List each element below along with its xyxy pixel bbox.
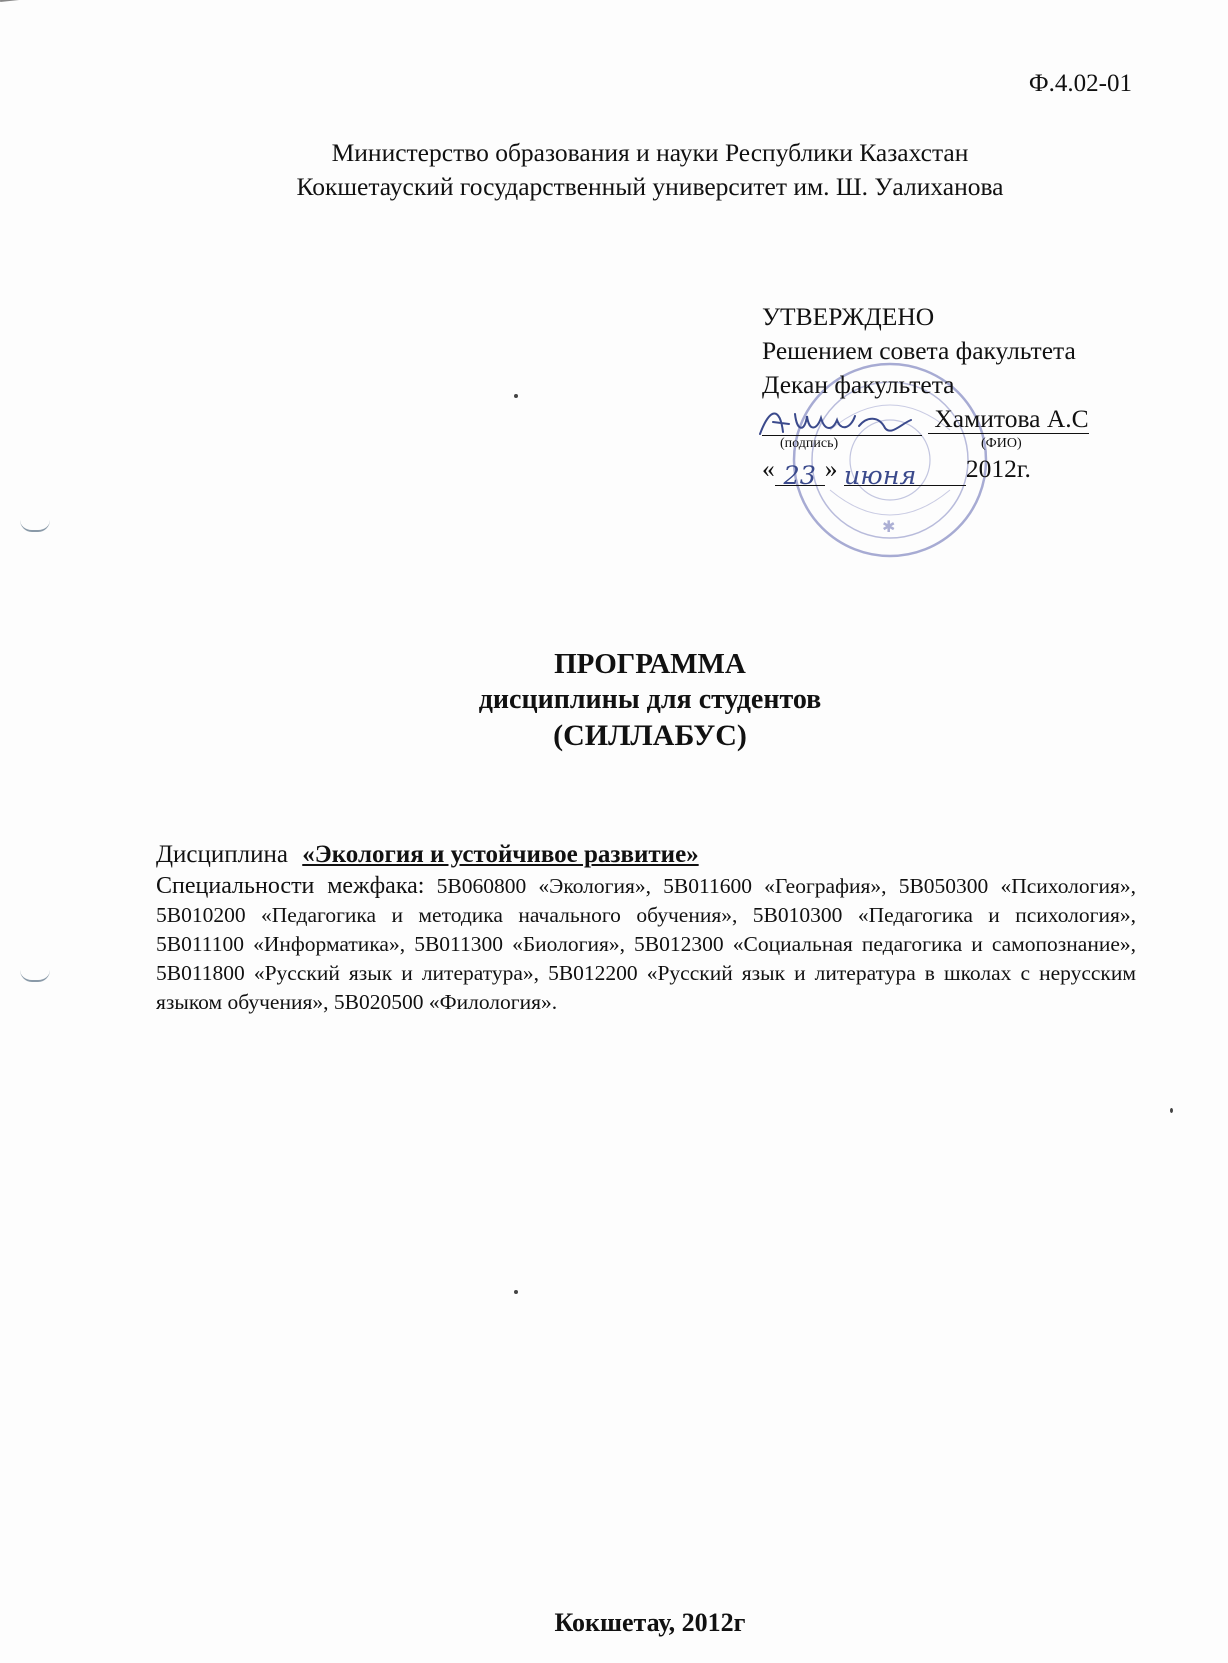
- discipline-label: Дисциплина: [156, 841, 288, 868]
- signature-row: [762, 402, 1162, 436]
- date-quote-close: »: [824, 454, 838, 483]
- punch-hole-mark: [20, 520, 50, 532]
- scan-speck: [514, 1290, 518, 1294]
- specialties-label: Специальности межфака:: [156, 873, 425, 899]
- title-line-syllabus: (СИЛЛАБУС): [553, 719, 747, 752]
- name-caption: (ФИО): [981, 436, 1022, 451]
- form-code: Ф.4.02-01: [1028, 70, 1132, 97]
- ministry-name: Министерство образования и науки Республики Казахстан: [331, 138, 969, 167]
- program-title: [0, 646, 1228, 754]
- date-day: 23: [775, 459, 825, 486]
- discipline-name: «Экология и устойчивое развитие»: [302, 841, 699, 868]
- dean-title: Декан факультета: [762, 370, 955, 399]
- signature-caption: (подпись): [780, 436, 839, 451]
- document-header: [0, 136, 1228, 204]
- title-line-discipline: дисциплины для студентов: [478, 684, 822, 715]
- title-line-program: ПРОГРАММА: [554, 648, 746, 680]
- scan-speck: [514, 394, 518, 398]
- date-month: июня: [844, 459, 966, 486]
- specialties-list: 5В060800 «Экология», 5В011600 «География», 5В050300 «Психология», 5В010200 «Педагогика и методика начального обучения», 5В010300 «Педагогика и психология», 5В011100 «Информатика», 5В011300 «Биология», 5В012300 «Социальная педагогика и самопознание», 5В011800 «Русский язык и литература», 5В012200 «Русский язык и литература в школах с нерусским языком обучения», 5В020500 «Филология».: [156, 874, 1137, 1014]
- approval-block: [762, 300, 1162, 491]
- specialties-paragraph: [156, 872, 1136, 1017]
- university-name: Кокшетауский государственный университет им. Ш. Уалиханова: [296, 172, 1004, 201]
- signature-line: [762, 411, 922, 436]
- city-year-footer: Кокшетау, 2012г: [554, 1608, 746, 1637]
- dean-name: Хамитова А.С: [928, 404, 1088, 434]
- date-quote-open: «: [762, 454, 775, 483]
- discipline-line: [156, 840, 1136, 870]
- approval-decision: Решением совета факультета: [762, 336, 1076, 365]
- scan-speck: [1170, 1108, 1173, 1113]
- approval-heading: УТВЕРЖДЕНО: [762, 302, 935, 331]
- signature-captions: [762, 436, 1162, 452]
- date-year: 2012г.: [965, 454, 1031, 483]
- approval-date: [762, 452, 1162, 491]
- punch-hole-mark: [20, 970, 50, 982]
- scan-artifact-line: [0, 0, 70, 2]
- svg-text:✱: ✱: [882, 517, 896, 536]
